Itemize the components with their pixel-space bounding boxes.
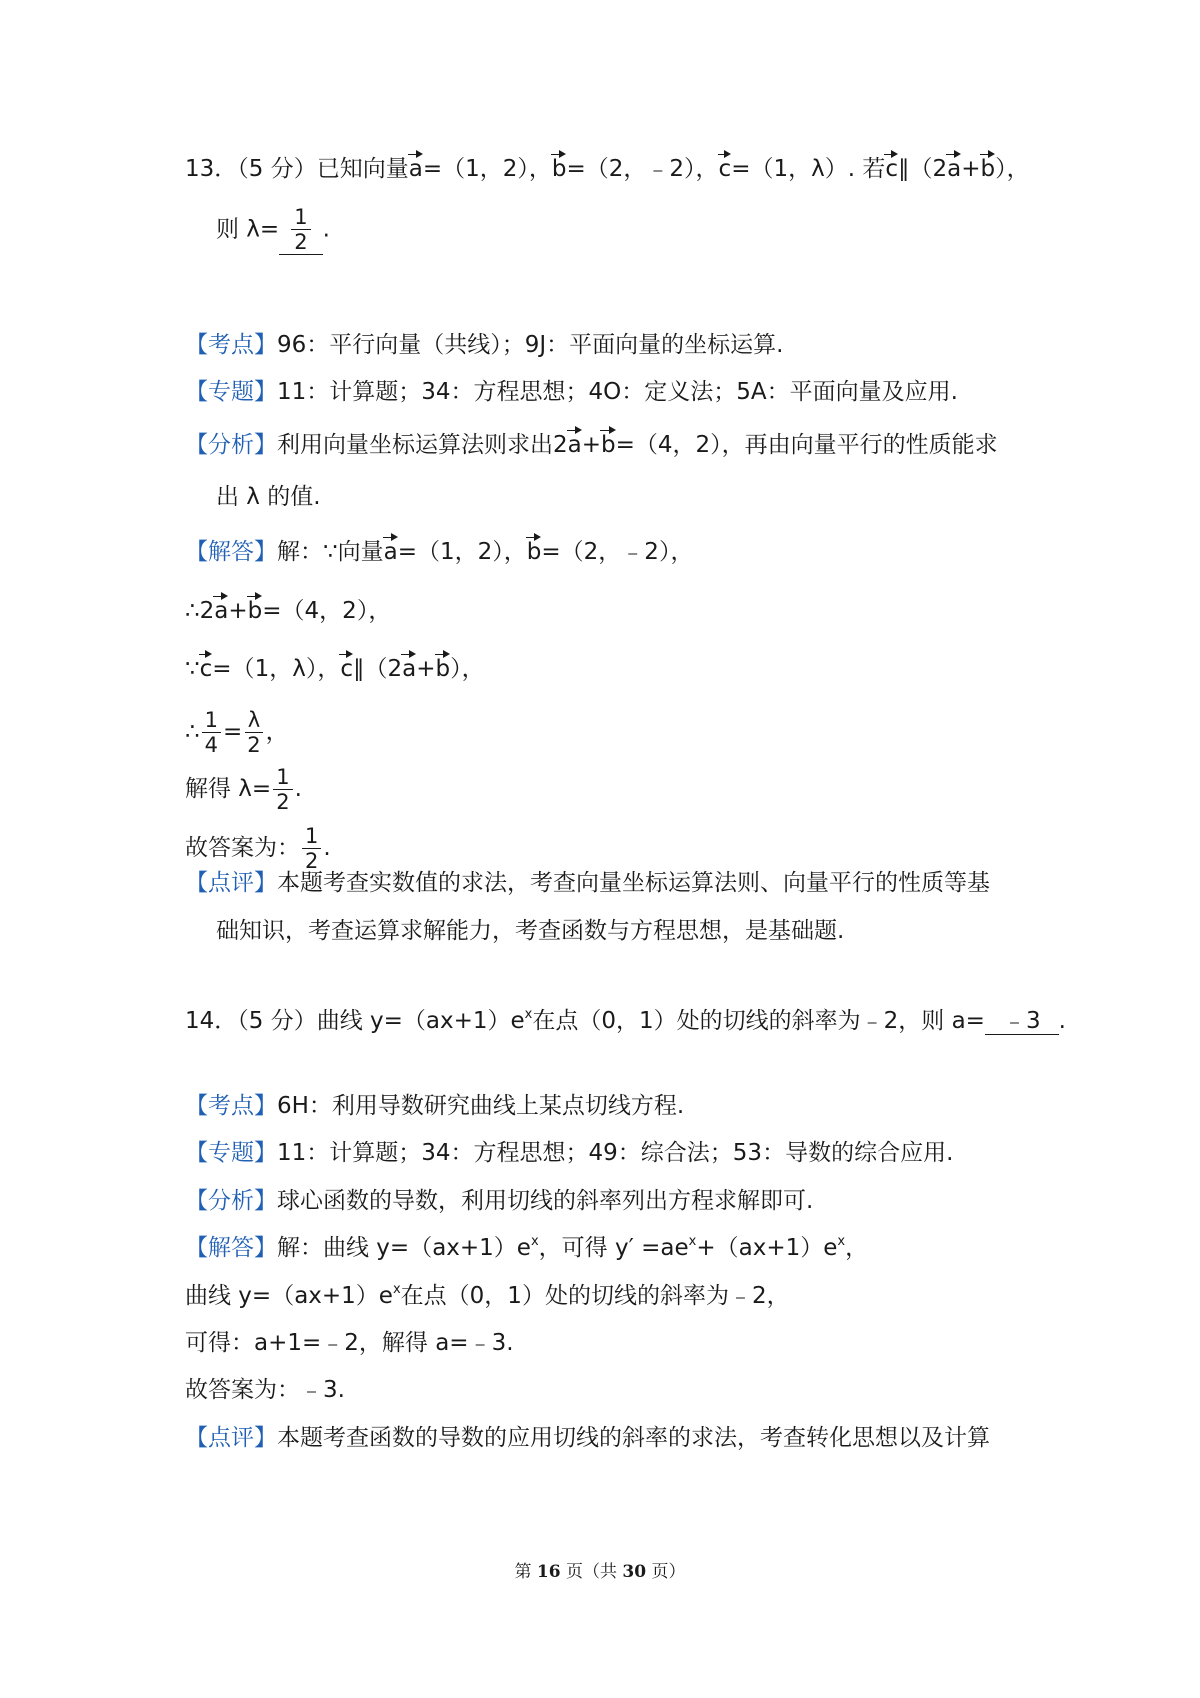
section-text: 可得：a+1=﹣2，解得 a=﹣3. [185,1330,514,1356]
q13-p5: ）， [995,156,1030,182]
section-tag: 【分析】 [185,432,277,458]
q14-knowledge-point [185,1091,684,1121]
period: . [1058,1008,1066,1034]
therefore-symbol: ∴ [185,719,200,745]
superscript: x [837,1234,846,1249]
fraction [273,765,292,814]
q13-answer-line [216,205,330,255]
fraction [244,708,263,757]
vector-a: a [384,533,398,561]
section-tag: 【考点】 [185,1093,277,1119]
q13-solution-l4 [185,708,289,757]
section-text: 故答案为：﹣3. [185,1377,345,1403]
section-text: 本题考查实数值的求法，考查向量坐标运算法则、向量平行的性质等基 [277,870,990,896]
q13-p1: =（1，2）， [422,156,552,182]
section-text: ∥（2 [352,656,403,682]
q13-analysis [185,426,998,460]
q14-solution-l4 [185,1375,345,1405]
q14-stem [185,1006,1066,1036]
q13-p2: =（2，﹣2）， [566,156,719,182]
fraction-numerator: 1 [302,824,321,849]
fraction-denominator: 4 [204,733,219,757]
section-text: 球心函数的导数，利用切线的斜率列出方程求解即可. [277,1188,814,1214]
section-text: 在点（0，1）处的切线的斜率为﹣2， [400,1283,790,1309]
q13-solution-l6 [185,824,331,873]
vector-c: c [719,150,732,178]
section-text: =（4，2）， [262,598,392,624]
vector-b: b [436,650,451,678]
q14-solution-l3 [185,1328,514,1358]
q13-solution-l1 [185,533,693,567]
vector-b: b [601,426,616,454]
vector-c: c [200,650,213,678]
section-text: 解：曲线 y=（ax+1）e [277,1235,531,1261]
section-text: 故答案为： [185,835,300,861]
answer-fraction [291,205,310,254]
vector-a: a [402,650,416,678]
q14-prefix: 14．（5 分）曲线 y=（ax+1）e [185,1008,525,1034]
vector-a: a [947,150,961,178]
q13-stem [185,150,1030,184]
vector-b: b [248,592,263,620]
section-text: 解：∵向量 [277,539,384,565]
section-tag: 【专题】 [185,379,277,405]
equals-sign: = [223,719,243,745]
section-tag: 【点评】 [185,870,277,896]
fraction-numerator: λ [245,708,263,733]
section-tag: 【解答】 [185,1235,277,1261]
section-text: ，可得 y′ =ae [538,1235,689,1261]
q13-solution-l3 [185,650,485,684]
plus-sign: + [581,432,602,458]
vector-b: b [527,533,542,561]
superscript: x [524,1007,533,1022]
fraction [302,824,321,873]
vector-a: a [568,426,582,454]
section-text: =（1，λ）， [212,656,341,682]
footer-mid: 页（共 [560,1562,623,1582]
section-text: 曲线 y=（ax+1）e [185,1283,393,1309]
q13-prefix: 13．（5 分）已知向量 [185,156,409,182]
fraction-denominator: 2 [276,790,290,814]
section-tag: 【点评】 [185,1425,277,1451]
fraction-numerator: 1 [202,708,221,733]
q13-solution-l2 [185,592,391,626]
vector-c: c [885,150,898,178]
section-text: 出 λ 的值. [216,484,321,510]
q13-p3: =（1，λ）. 若 [731,156,886,182]
section-tag: 【考点】 [185,332,277,358]
section-text: 11：计算题；34：方程思想；4O：定义法；5A：平面向量及应用. [277,379,958,405]
page-footer [0,1557,1200,1582]
vector-a: a [409,150,423,178]
section-text: +（ax+1）e [696,1235,838,1261]
q14-analysis [185,1186,813,1216]
q13-topic [185,377,958,407]
q14-solution-l2 [185,1281,790,1311]
fraction-denominator: 2 [247,733,261,757]
q13-review [185,868,990,898]
q13-analysis-cont [216,482,321,512]
section-text: 本题考查函数的导数的应用切线的斜率的求法，考查转化思想以及计算 [277,1425,990,1451]
superscript: x [530,1234,539,1249]
q14-topic [185,1138,953,1168]
section-text: 解得 λ= [185,776,272,802]
fraction [202,708,221,757]
fraction-denominator: 2 [294,230,308,254]
section-text: 利用向量坐标运算法则求出 [277,432,553,458]
section-text: =（1，2）， [397,539,527,565]
fraction-numerator: 1 [273,765,292,790]
q13-solution-l5 [185,765,302,814]
page-number: 16 [536,1562,561,1582]
section-text: 础知识，考查运算求解能力，考查函数与方程思想，是基础题. [216,918,845,944]
section-tag: 【解答】 [185,539,277,565]
period: . [294,776,302,802]
answer-blank: ﹣3 [985,1008,1059,1035]
section-tag: 【专题】 [185,1140,277,1166]
q14-review [185,1423,990,1453]
q14-solution-l1 [185,1233,868,1263]
section-text: =（4，2），再由向量平行的性质能求 [615,432,998,458]
comma: ， [265,719,289,745]
section-text: ， [845,1235,869,1261]
superscript: x [392,1282,401,1297]
section-text: 6H：利用导数研究曲线上某点切线方程. [277,1093,685,1119]
section-text: ）， [450,656,485,682]
plus-sign: + [228,598,248,624]
because-symbol: ∵ [185,656,200,682]
coefficient: 2 [199,598,215,624]
section-text: =（2，﹣2）， [541,539,694,565]
plus-sign: + [961,156,981,182]
q13-review-cont [216,916,844,946]
total-pages: 30 [622,1562,647,1582]
q13-knowledge-point [185,330,784,360]
q13-then: 则 λ= [216,216,280,243]
section-text: 11：计算题；34：方程思想；49：综合法；53：导数的综合应用. [277,1140,954,1166]
therefore-symbol: ∴ [185,598,200,624]
superscript: x [688,1234,697,1249]
q13-p4: ∥（2 [897,156,948,182]
answer-blank [279,205,322,255]
fraction-denominator: 2 [305,849,319,873]
footer-pre: 第 [514,1562,537,1582]
vector-a: a [214,592,228,620]
period: . [323,835,331,861]
footer-post: 页） [646,1562,686,1582]
plus-sign: + [416,656,436,682]
coefficient: 2 [553,432,568,458]
section-text: 96：平行向量（共线）；9J：平面向量的坐标运算. [277,332,784,358]
period: . [322,216,330,243]
section-tag: 【分析】 [185,1188,277,1214]
vector-c: c [340,650,353,678]
fraction-numerator: 1 [291,205,310,230]
q14-mid: 在点（0，1）处的切线的斜率为﹣2，则 a= [532,1008,985,1034]
vector-b: b [552,150,567,178]
vector-b: b [981,150,996,178]
